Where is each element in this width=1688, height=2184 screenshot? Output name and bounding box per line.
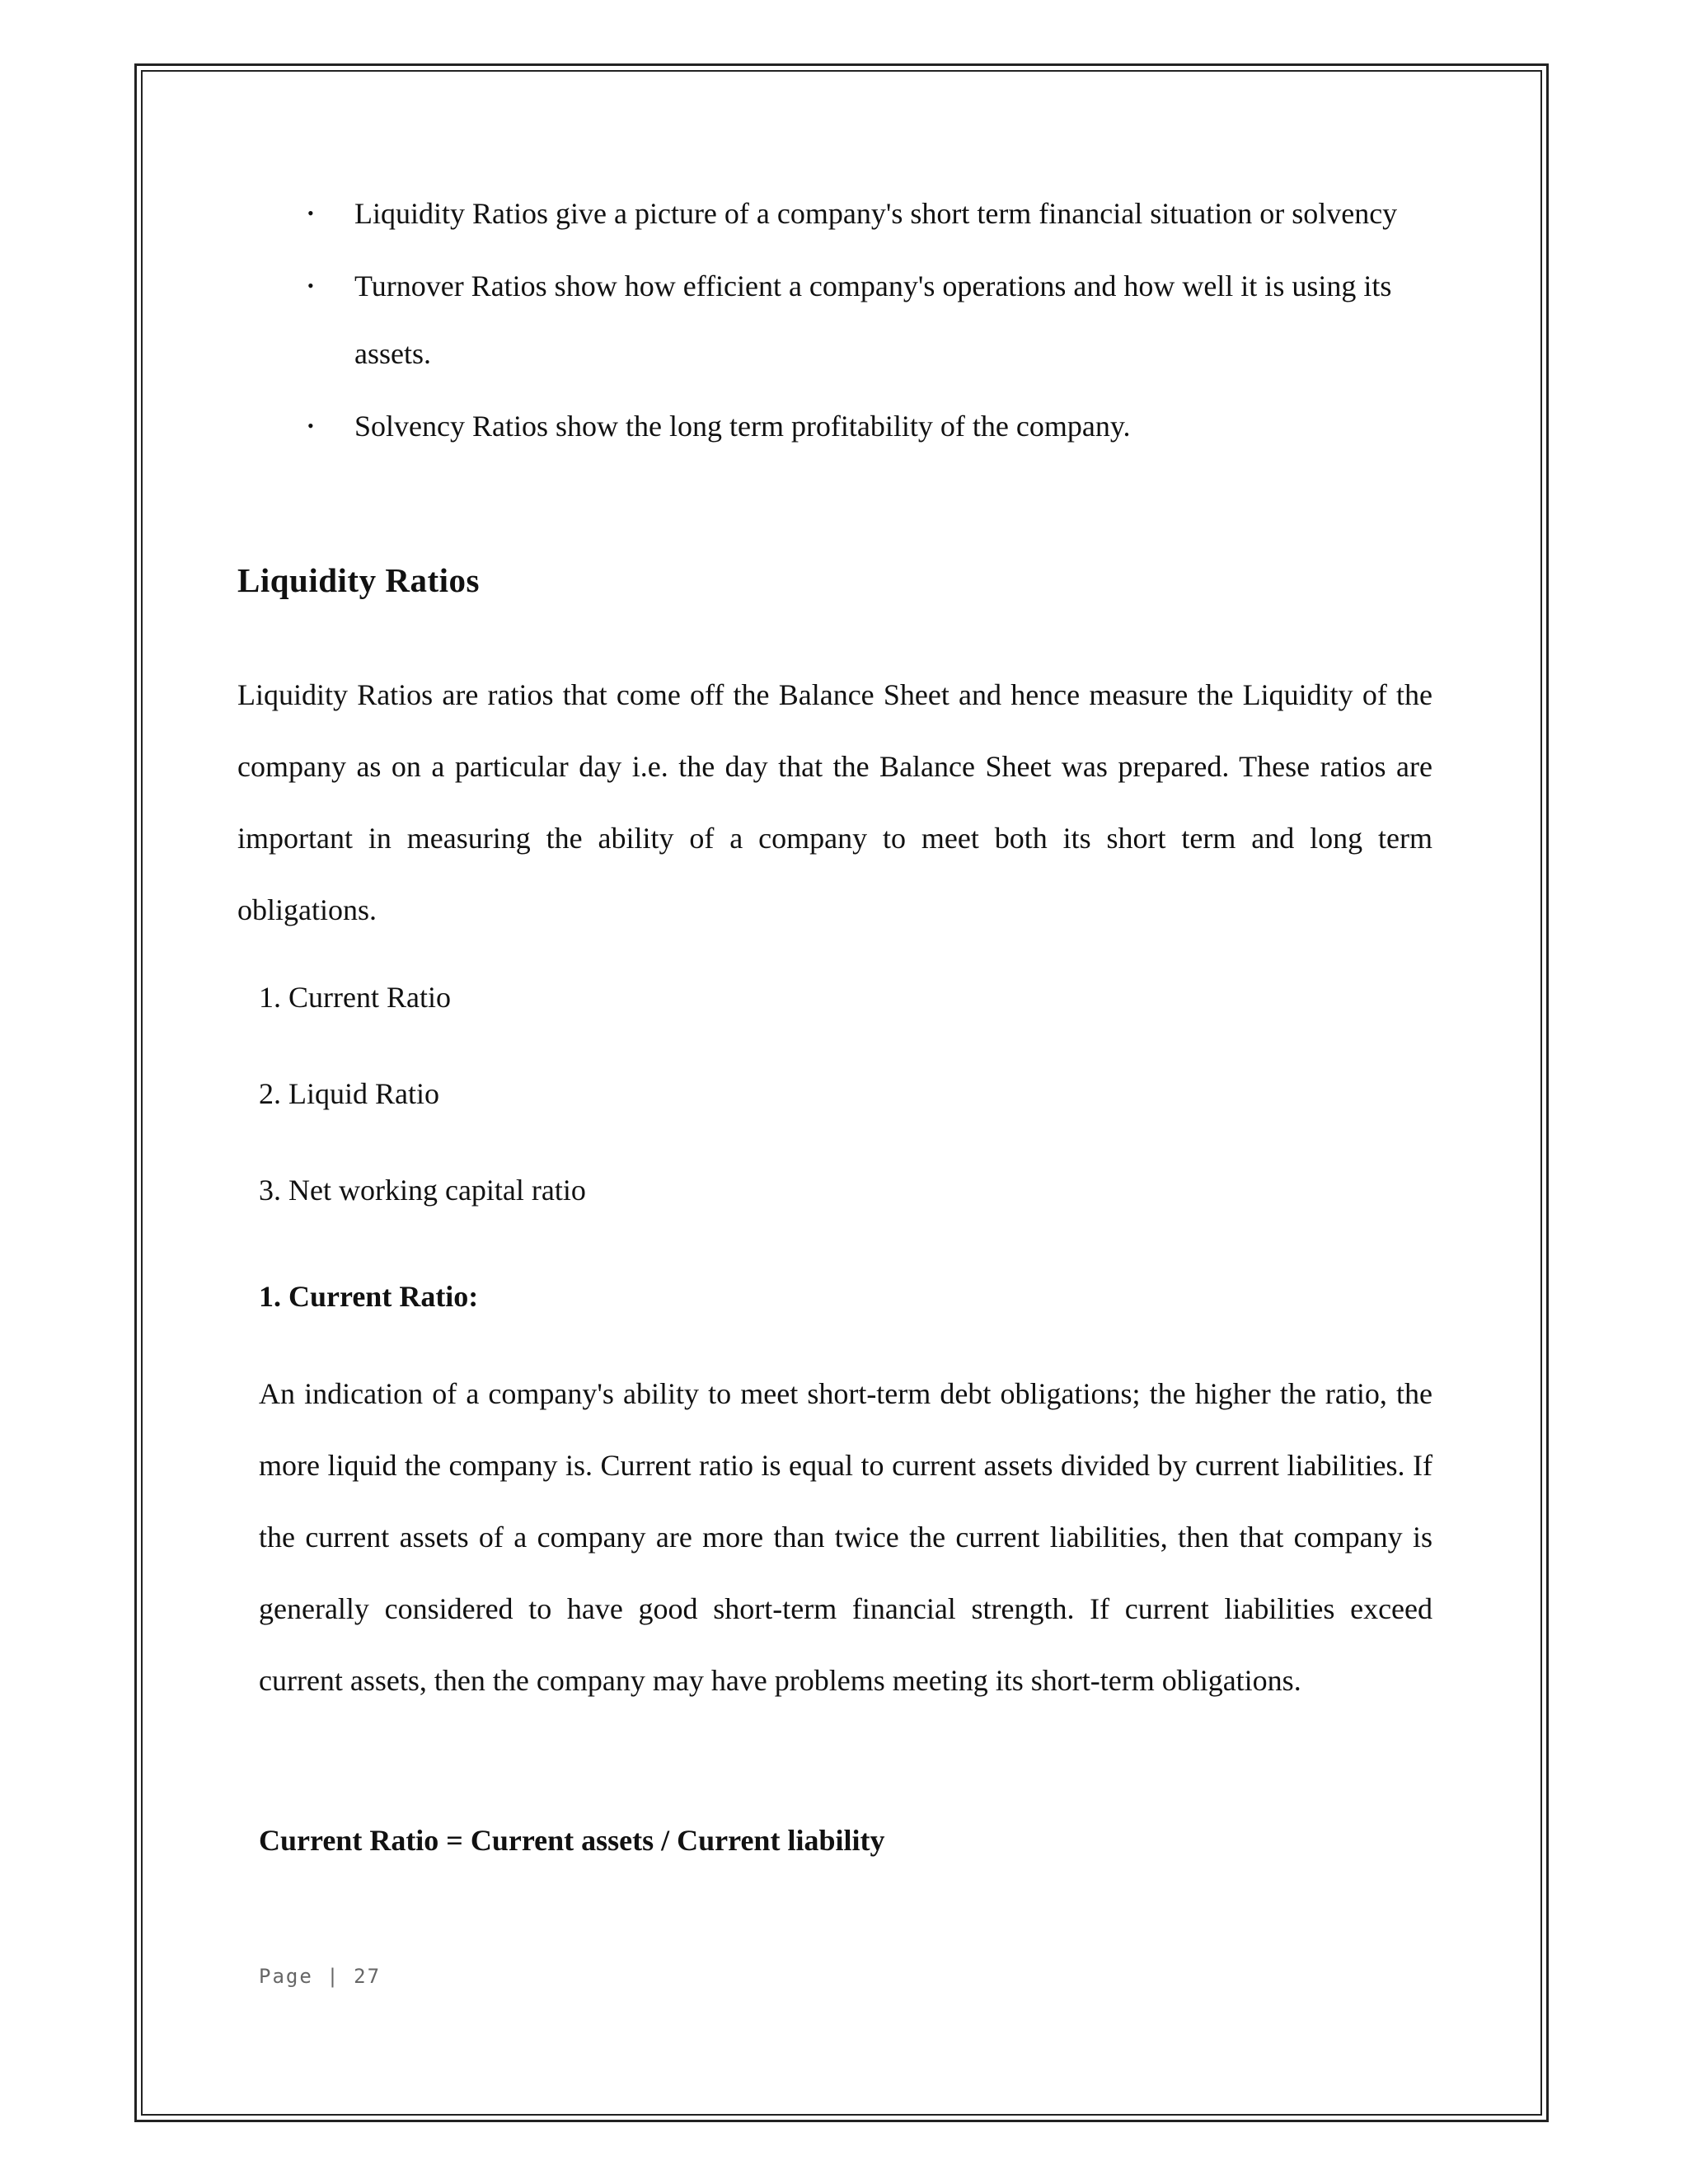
ratio-list xyxy=(259,972,586,1262)
ratio-list-item: 3. Net working capital ratio xyxy=(259,1174,586,1207)
section-heading: Liquidity Ratios xyxy=(237,561,480,599)
bullet-text: Liquidity Ratios give a picture of a company's short term financial situation or solvency xyxy=(354,197,1398,230)
bullet-icon: • xyxy=(307,275,314,296)
current-ratio-paragraph: An indication of a company's ability to meet short-term debt obligations; the higher the ratio, the more liquid the company is. Current ratio is equal to current assets divided by current liabilities. If the current assets of a company are more than twice the current liabilities, then that company is generally considered to have good short-term financial strength. If current liabilities exceed current assets, then the company may have problems meeting its short-term obligations. xyxy=(259,1377,1432,1697)
bullet-text: Solvency Ratios show the long term profitability of the company. xyxy=(354,410,1131,443)
ratio-list-item: 2. Liquid Ratio xyxy=(259,1077,439,1110)
bullet-item xyxy=(303,180,1441,247)
bullet-icon: • xyxy=(307,415,314,436)
bullet-item xyxy=(303,252,1441,387)
current-ratio-heading: 1. Current Ratio: xyxy=(259,1280,479,1313)
bullet-text: Turnover Ratios show how efficient a company's operations and how well it is using its assets. xyxy=(354,269,1392,370)
current-ratio-formula: Current Ratio = Current assets / Current liability xyxy=(259,1824,885,1857)
ratio-list-item: 1. Current Ratio xyxy=(259,981,451,1014)
bullet-item xyxy=(303,392,1441,460)
bullet-icon: • xyxy=(307,203,314,223)
page-number: Page | 27 xyxy=(259,1965,382,1988)
intro-paragraph: Liquidity Ratios are ratios that come off the Balance Sheet and hence measure the Liquidity of the company as on a particular day i.e. the day that the Balance Sheet was prepared. These ratios are important in measuring the ability of a company to meet both its short term and long term obligations. xyxy=(237,678,1432,926)
bullet-list xyxy=(303,180,1441,460)
